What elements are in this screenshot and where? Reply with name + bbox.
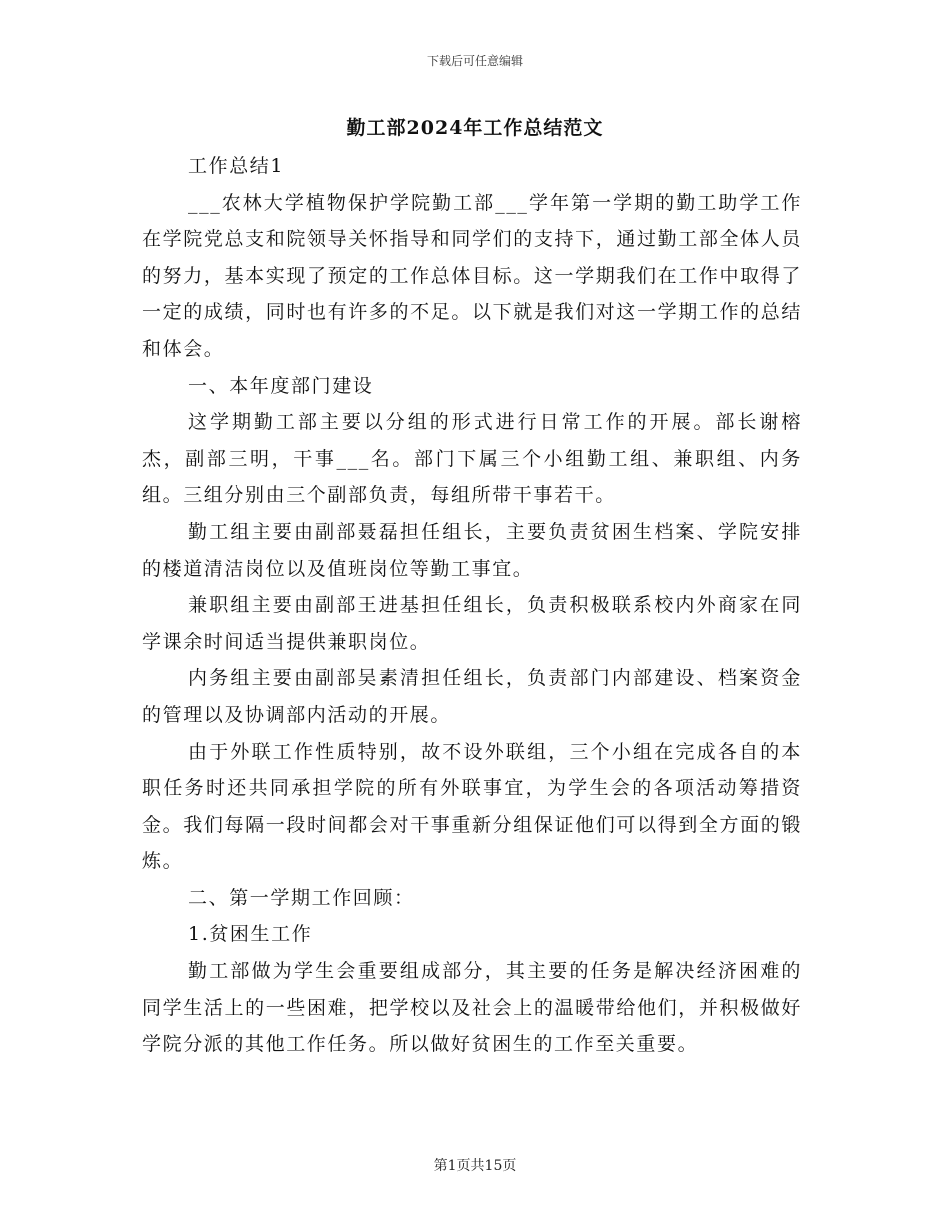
paragraph-external-affairs: 由于外联工作性质特别，故不设外联组，三个小组在完成各自的本职任务时还共同承担学院的所有外联事宜，为学生会的各项活动筹措资金。我们每隔一段时间都会对干事重新分组保证他们可以得到全方面的锻炼。 [142, 740, 802, 873]
paragraph-summary-heading: 工作总结1 [188, 155, 285, 177]
paragraph-poverty-work: 勤工部做为学生会重要组成部分，其主要的任务是解决经济困难的同学生活上的一些困难，把学校以及社会上的温暖带给他们，并积极做好学院分派的其他工作任务。所以做好贫困生的工作至关重要。 [142, 960, 802, 1056]
paragraph-parttime-group: 兼职组主要由副部王进基担任组长，负责积极联系校内外商家在同学课余时间适当提供兼职岗位。 [142, 594, 802, 653]
paragraph-intro: ___农林大学植物保护学院勤工部___学年第一学期的勤工助学工作在学院党总支和院领导关怀指导和同学们的支持下，通过勤工部全体人员的努力，基本实现了预定的工作总体目标。这一学期我们在工作中取得了一定的成绩，同时也有许多的不足。以下就是我们对这一学期工作的总结和体会。 [142, 191, 802, 360]
document-title: 勤工部2024年工作总结范文 [346, 117, 604, 139]
section-heading-department: 一、本年度部门建设 [188, 374, 374, 397]
paragraph-department-structure: 这学期勤工部主要以分组的形式进行日常工作的开展。部长谢榕杰，副部三明，干事___名。部门下属三个小组勤工组、兼职组、内务组。三组分别由三个副部负责，每组所带干事若干。 [142, 411, 802, 507]
section-heading-review: 二、第一学期工作回顾： [188, 886, 415, 909]
document-body [142, 148, 802, 1063]
page-number-footer: 第1页共15页 [433, 1158, 517, 1174]
subheading-poverty-work: 1.贫困生工作 [188, 923, 313, 946]
paragraph-work-group: 勤工组主要由副部聂磊担任组长，主要负责贫困生档案、学院安排的楼道清洁岗位以及值班岗位等勤工事宜。 [142, 520, 802, 580]
page-header-note: 下载后可任意编辑 [426, 54, 523, 68]
paragraph-internal-group: 内务组主要由副部吴素清担任组长，负责部门内部建设、档案资金的管理以及协调部内活动的开展。 [142, 667, 802, 726]
